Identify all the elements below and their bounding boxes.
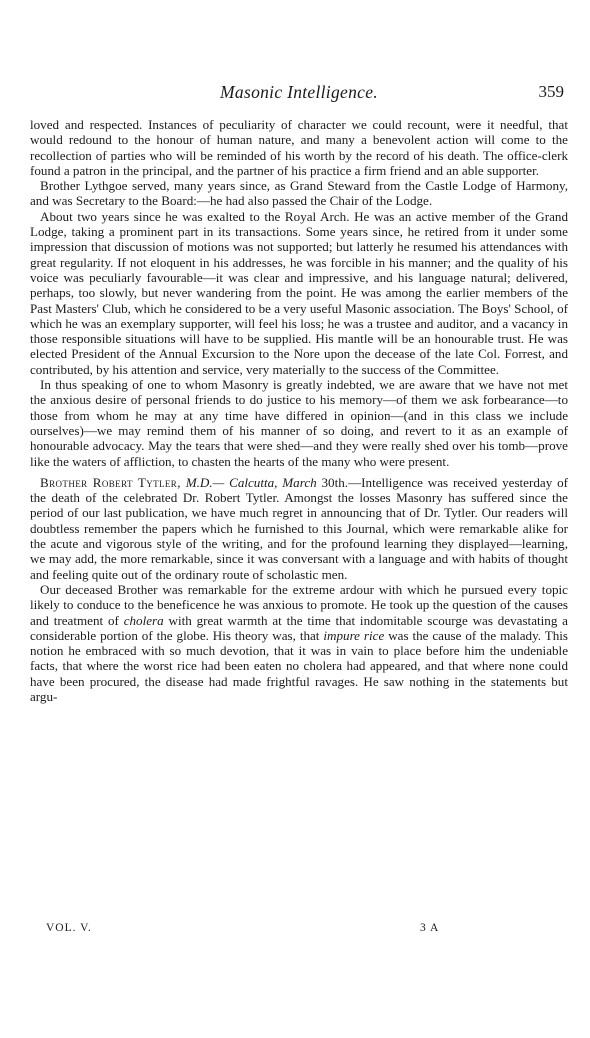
paragraph-lythgoe-royal-arch: About two years since he was exalted to the Royal Arch. He was an active member of the Grand Lodge, taking a prominent part in its transactions. Some years since, he retired from it under some impression that discussion of motions was not supported; but latterly he resumed his attendances with great regularity. If not eloquent in his addresses, he was forcible in his manner; and the quality of his voice was peculiarly favourable—it was clear and impressive, and his language natural; delivered, perhaps, too slowly, but never wandering from the point. He was among the earlier members of the Past Masters' Club, which he considered to be a very useful Masonic association. The Boys' School, of which he was an exemplary supporter, will feel his loss; he was a trustee and auditor, and a vacancy in those responsible situations will have to be supplied. His mantle will be an honourable trust. He was elected President of the Annual Excursion to the Nore upon the decease of the late Col. Forrest, and contributed, by his attention and service, very materially to the success of the Committee. — [30, 208, 568, 377]
cholera-term: cholera — [123, 612, 164, 628]
page-header — [30, 82, 568, 108]
paragraph-lythgoe-memory: In thus speaking of one to whom Masonry is greatly indebted, we are aware that we have not met the anxious desire of personal friends to do justice to his memory—of them we ask forbearance—to those from whom he may at any time have differed in opinion—(and in this class we include ourselves)—we may remind them of his manner of so doing, and revert to it as an example of honourable advocacy. May the tears that were shed—and they were really shed over his tomb—prove like the waters of affliction, to chasten the hearts of the many who were present. — [30, 377, 568, 469]
ardour-text-1: Our deceased Brother was remarkable for the extreme ardour with which he pursued every topic likely to conduce to the beneficence he was anxious to promote. He took up the question of the causes and treatment of — [30, 581, 568, 628]
tytler-place-date: — Calcutta, March — [212, 474, 317, 490]
signature-mark: 3 A — [420, 922, 440, 934]
tytler-degree: M.D. — [185, 474, 213, 490]
impure-rice-term: impure rice — [323, 627, 385, 643]
paragraph-tytler-ardour — [30, 582, 568, 704]
tytler-day: 30th. — [321, 474, 349, 490]
tytler-name: Brother Robert Tytler, — [40, 474, 181, 490]
page-number: 359 — [538, 82, 564, 101]
paragraph-lythgoe-character: loved and respected. Instances of peculiarity of character we could recount, were it needful, that would redound to the honour of human nature, and many a benevolent action will come to the recollection of parties who will be reminded of his worth by the record of his death. The office-clerk found a patron in the principal, and the partner of his practice a firm friend and an able supporter. — [30, 117, 568, 178]
tytler-text: —Intelligence was received yesterday of the death of the celebrated Dr. Robert Tytler. Amongst the losses Masonry has suffered since the period of our last publication, we have much regret in announcing that of Dr. Tytler. Our readers will doubtless remember the papers which he furnished to this Journal, which were remarkable alike for the acute and vigorous style of the writing, and for the profound learning they displayed—learning, we may add, the more remarkable, since it was conversant with a language and with habits of thought and feeling quite out of the ordinary route of scholastic men. — [30, 474, 568, 582]
running-title: Masonic Intelligence. — [220, 82, 378, 102]
paragraph-lythgoe-steward: Brother Lythgoe served, many years since, as Grand Steward from the Castle Lodge of Harmony, and was Secretary to the Board:—he had also passed the Chair of the Lodge. — [30, 178, 568, 209]
ardour-text-3: was the cause of the malady. This notion he embraced with so much devotion, that it was in vain to place before him the undeniable facts, that where the worst rice had been eaten no cholera had appeared, and that where none could have been procured, the disease had made frightful ravages. He saw nothing in the statements but argu- — [30, 627, 568, 704]
ardour-text-2: with great warmth at the time that indomitable scourge was devastating a considerable portion of the globe. His theory was, that — [30, 612, 568, 643]
volume-label: VOL. V. — [46, 922, 92, 934]
article-body — [30, 117, 568, 704]
paragraph-tytler-notice — [30, 475, 568, 582]
page-footer — [46, 922, 446, 938]
